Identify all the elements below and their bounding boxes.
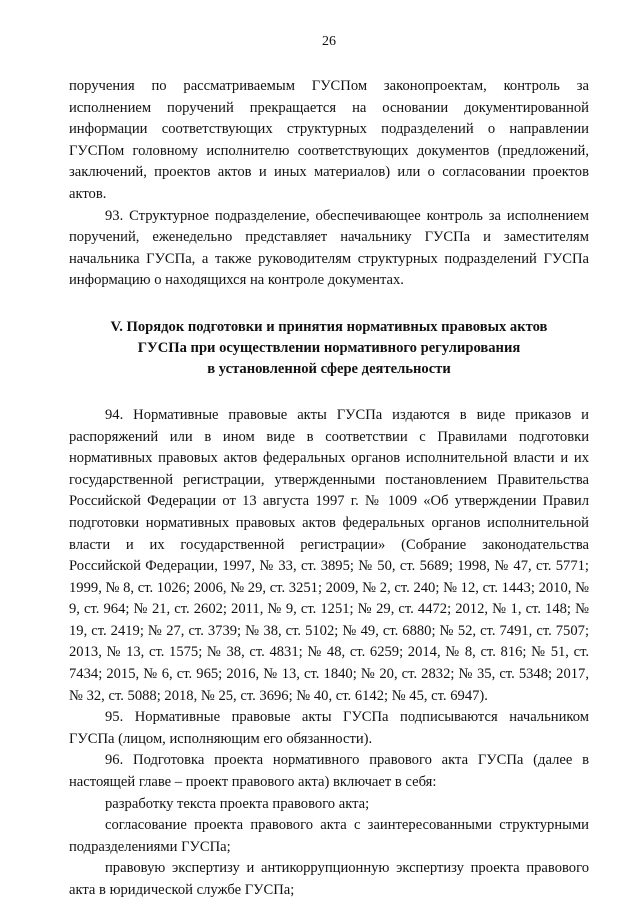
list-item-drafting: разработку текста проекта правового акта;	[105, 795, 370, 812]
section-heading-line-2: ГУСПа при осуществлении нормативного регулирования	[137, 339, 521, 356]
list-item-approval: согласование проекта правового акта с заинтересованными структурными подразделениями ГУСПа;	[69, 817, 589, 855]
section-heading-line-1: V. Порядок подготовки и принятия нормативных правовых актов	[110, 318, 548, 335]
paragraph-92-continuation: поручения по рассматриваемым ГУСПом законопроектам, контроль за исполнением поручений прекращается на основании документированной информации соответствующих структурных подразделений о направлении ГУСПом головному исполнителю соответствующих документов (предложений, заключений, проектов актов и иных материалов) или о согласовании проектов актов.	[69, 78, 589, 202]
section-heading-line-3: в установленной сфере деятельности	[207, 360, 451, 377]
section-heading	[69, 317, 589, 380]
list-item-legal-review: правовую экспертизу и антикоррупционную экспертизу проекта правового акта в юридической службе ГУСПа;	[69, 860, 589, 898]
paragraph-94: 94. Нормативные правовые акты ГУСПа издаются в виде приказов и распоряжений или в ином виде в соответствии с Правилами подготовки нормативных правовых актов федеральных органов исполнительной власти и их государственной регистрации, утвержденными постановлением Правительства Российской Федерации от 13 августа 1997 г. № 1009 «Об утверждении Правил подготовки нормативных правовых актов федеральных органов исполнительной власти и их государственной регистрации» (Собрание законодательства Российской Федерации, 1997, № 33, ст. 3895; № 50, ст. 5689; 1998, № 47, ст. 5771; 1999, № 8, ст. 1026; 2006, № 29, ст. 3251; 2009, № 2, ст. 240; № 12, ст. 1443; 2010, № 9, ст. 964; № 21, ст. 2602; 2011, № 9, ст. 1251; № 29, ст. 4472; 2012, № 1, ст. 148; № 19, ст. 2419; № 27, ст. 3739; № 38, ст. 5102; № 49, ст. 6880; № 52, ст. 7491, ст. 7507; 2013, № 13, ст. 1575; № 38, ст. 4831; № 48, ст. 6259; 2014, № 8, ст. 816; № 51, ст. 7434; 2015, № 6, ст. 965; 2016, № 13, ст. 1840; № 20, ст. 2832; № 35, ст. 5348; 2017, № 32, ст. 5088; 2018, № 25, ст. 3696; № 40, ст. 6142; № 45, ст. 6947).	[69, 406, 589, 704]
page-number: 26	[322, 34, 336, 49]
document-body	[69, 76, 589, 902]
paragraph-96: 96. Подготовка проекта нормативного правового акта ГУСПа (далее в настоящей главе – проект правового акта) включает в себя:	[69, 752, 589, 791]
paragraph-93: 93. Структурное подразделение, обеспечивающее контроль за исполнением поручений, еженедельно представляет начальнику ГУСПа и заместителям начальника ГУСПа, а также руководителям структурных подразделений ГУСПа информацию о находящихся на контроле документах.	[69, 207, 589, 289]
paragraph-95: 95. Нормативные правовые акты ГУСПа подписываются начальником ГУСПа (лицом, исполняющим его обязанности).	[69, 709, 589, 747]
